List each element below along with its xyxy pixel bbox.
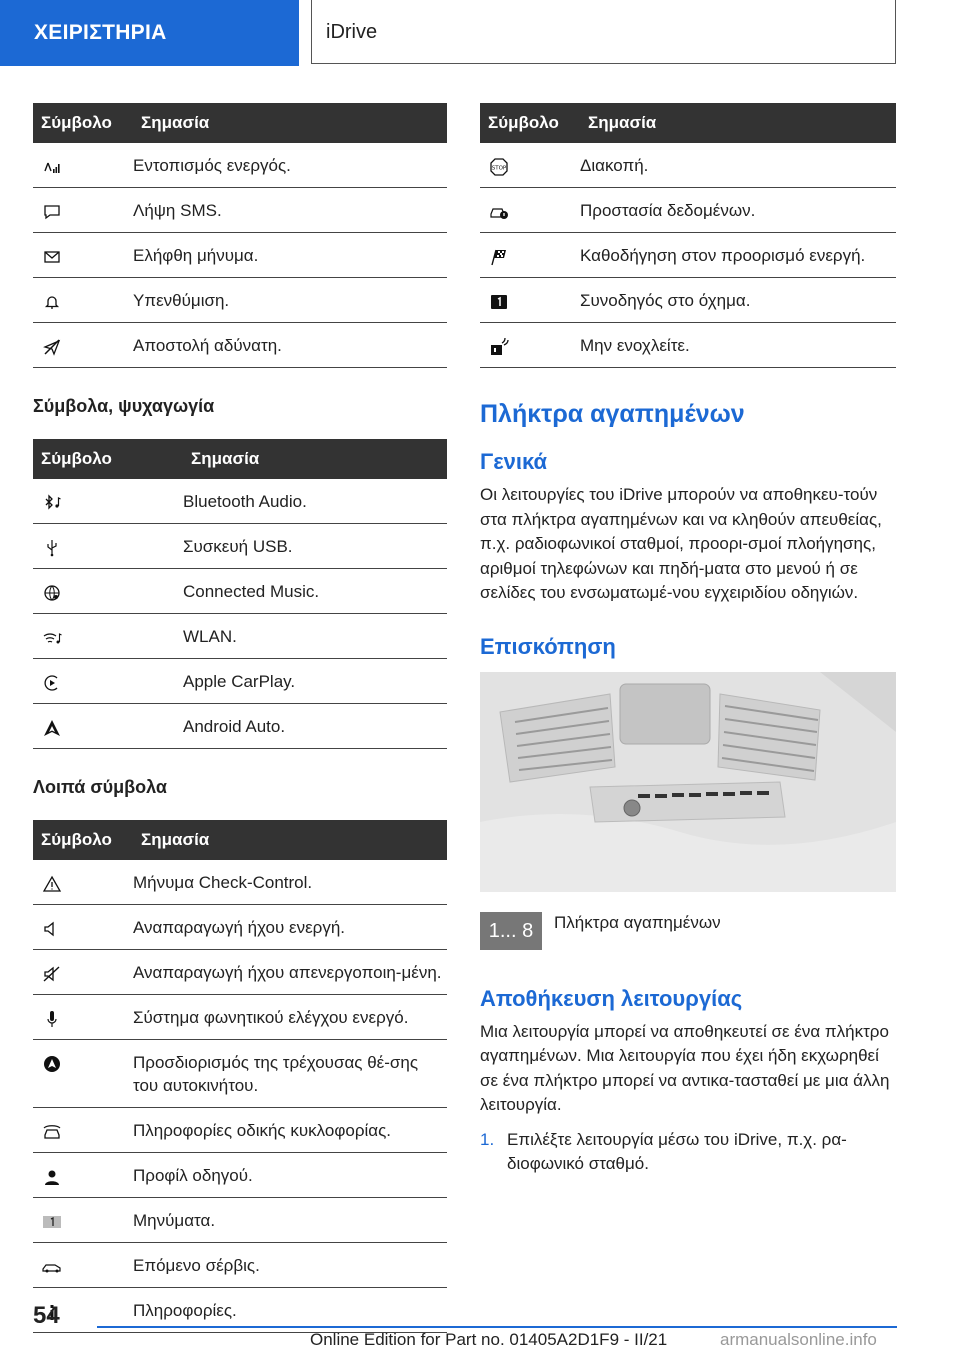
row-text: Πληροφορίες οδικής κυκλοφορίας. (133, 1108, 447, 1153)
table-row (33, 233, 447, 278)
bluetooth-audio-icon (41, 493, 63, 513)
speech-bubble-icon (41, 202, 63, 222)
row-text: Αναπαραγωγή ήχου ενεργή. (133, 905, 447, 950)
table-row (480, 278, 896, 323)
carplay-icon (41, 673, 63, 693)
store-paragraph: Μια λειτουργία μπορεί να αποθηκευτεί σε ένα πλήκτρο αγαπημένων. Μια λειτουργία που έχει ήδη εκχωρηθεί σε ένα πλήκτρο μπορεί να αντικα-τασταθεί με μια άλλη λειτουργία. (480, 1021, 890, 1114)
col-meaning: Σημασία (183, 439, 447, 479)
row-text: Bluetooth Audio. (183, 479, 447, 524)
table-row (33, 860, 447, 905)
favorites-buttons-photo (480, 672, 896, 892)
row-text: Συνοδηγός στο όχημα. (580, 278, 896, 323)
table-row (33, 659, 447, 704)
table-row (33, 569, 447, 614)
col-symbol: Σύμβολο (33, 820, 133, 860)
envelope-icon (41, 247, 63, 267)
col-meaning: Σημασία (580, 103, 896, 143)
driver-profile-icon (41, 1167, 63, 1187)
row-text: Connected Music. (183, 569, 447, 614)
table-row (33, 1108, 447, 1153)
steps-list (480, 1128, 896, 1177)
chapter-title: iDrive (311, 0, 896, 64)
col-symbol: Σύμβολο (33, 439, 183, 479)
left-column (33, 103, 447, 1333)
table-row (33, 905, 447, 950)
row-text: Καθοδήγηση στον προορισμό ενεργή. (580, 233, 896, 278)
caption-text: Πλήκτρα αγαπημένων (554, 912, 721, 932)
table-row (33, 704, 447, 749)
col-meaning: Σημασία (133, 820, 447, 860)
subheading-overview: Επισκόπηση (480, 633, 616, 659)
data-privacy-icon (488, 202, 510, 222)
col-symbol: Σύμβολο (33, 103, 133, 143)
row-text: Συσκευή USB. (183, 524, 447, 569)
heading-other-symbols: Λοιπά σύμβολα (33, 777, 167, 797)
col-symbol: Σύμβολο (480, 103, 580, 143)
location-arrow-icon (41, 1054, 63, 1074)
row-text: Επόμενο σέρβις. (133, 1243, 447, 1288)
callout-badge: 1... 8 (480, 912, 542, 950)
symbols-table-navigation (480, 103, 896, 368)
row-text: Μην ενοχλείτε. (580, 323, 896, 368)
stop-icon (488, 157, 510, 177)
step-text: Επιλέξτε λειτουργία μέσω του iDrive, π.χ. ρα-διοφωνικό σταθμό. (507, 1129, 847, 1173)
subheading-store-function: Αποθήκευση λειτουργίας (480, 985, 743, 1011)
section-title-favorites: Πλήκτρα αγαπημένων (480, 400, 745, 428)
row-text: Πληροφορίες. (133, 1288, 447, 1333)
wlan-icon (41, 628, 63, 648)
row-text: Λήψη SMS. (133, 188, 447, 233)
send-blocked-icon (41, 337, 63, 357)
usb-icon (41, 538, 63, 558)
page-number: 54 (33, 1302, 60, 1329)
table-row (480, 143, 896, 188)
row-text: Android Auto. (183, 704, 447, 749)
do-not-disturb-icon (488, 337, 510, 357)
right-column (480, 103, 896, 1177)
step-number: 1. (480, 1129, 495, 1149)
microphone-icon (41, 1009, 63, 1029)
table-row (33, 323, 447, 368)
row-text: Ελήφθη μήνυμα. (133, 233, 447, 278)
list-item (480, 1128, 896, 1177)
svg-text:STOP: STOP (491, 165, 507, 172)
table-row (33, 614, 447, 659)
row-text: Προστασία δεδομένων. (580, 188, 896, 233)
row-text: Προφίλ οδηγού. (133, 1153, 447, 1198)
speaker-muted-icon (41, 964, 63, 984)
table-row (33, 995, 447, 1040)
table-row (33, 1198, 447, 1243)
table-row (33, 479, 447, 524)
table-row (33, 1243, 447, 1288)
row-text: Αποστολή αδύνατη. (133, 323, 447, 368)
traffic-info-icon (41, 1122, 63, 1142)
codriver-icon (488, 292, 510, 312)
row-text: Εντοπισμός ενεργός. (133, 143, 447, 188)
table-row (33, 950, 447, 995)
android-auto-icon (41, 718, 63, 738)
warning-triangle-icon (41, 874, 63, 894)
heading-entertainment-symbols: Σύμβολα, ψυχαγωγία (33, 396, 215, 416)
signal-bars-icon (41, 157, 63, 177)
destination-flag-icon (488, 247, 510, 267)
row-text: Υπενθύμιση. (133, 278, 447, 323)
message-count-icon (41, 1212, 63, 1232)
subheading-general: Γενικά (480, 449, 548, 474)
table-row (480, 323, 896, 368)
col-meaning: Σημασία (133, 103, 447, 143)
footer-watermark: armanualsonline.info (720, 1330, 877, 1349)
row-text: Μήνυμα Check-Control. (133, 860, 447, 905)
symbols-table-communication (33, 103, 447, 368)
table-row (33, 524, 447, 569)
general-paragraph: Οι λειτουργίες του iDrive μπορούν να αποθηκευ-τούν στα πλήκτρα αγαπημένων και να κληθούν απευθείας, π.χ. ραδιοφωνικοί σταθμοί, προορι-σμοί πλοήγησης, αριθμοί τηλεφώνων και πηδή-ματα στο μενού ή σε σελίδες του ενσωματωμέ-νου εγχειριδίου οδηγιών. (480, 485, 882, 602)
figure-caption (480, 912, 896, 950)
service-car-icon (41, 1257, 63, 1277)
page-header (0, 0, 960, 66)
row-text: Σύστημα φωνητικού ελέγχου ενεργό. (133, 995, 447, 1040)
row-text: Διακοπή. (580, 143, 896, 188)
row-text: Apple CarPlay. (183, 659, 447, 704)
row-text: WLAN. (183, 614, 447, 659)
speaker-icon (41, 919, 63, 939)
table-row (33, 1153, 447, 1198)
row-text: Προσδιορισμός της τρέχουσας θέ-σης του αυτοκινήτου. (133, 1040, 447, 1108)
footer-edition: Online Edition for Part no. 01405A2D1F9 - II/21 (310, 1330, 668, 1349)
table-row (33, 278, 447, 323)
table-row (480, 233, 896, 278)
row-text: Μηνύματα. (133, 1198, 447, 1243)
section-tab[interactable]: ΧΕΙΡΙΣΤΗΡΙΑ (0, 0, 299, 66)
bell-icon (41, 292, 63, 312)
table-row (33, 143, 447, 188)
table-row (33, 1040, 447, 1108)
symbols-table-entertainment (33, 439, 447, 749)
table-row (480, 188, 896, 233)
footer-divider (97, 1326, 897, 1328)
symbols-table-other (33, 820, 447, 1333)
table-row (33, 188, 447, 233)
connected-music-icon (41, 583, 63, 603)
row-text: Αναπαραγωγή ήχου απενεργοποιη-μένη. (133, 950, 447, 995)
